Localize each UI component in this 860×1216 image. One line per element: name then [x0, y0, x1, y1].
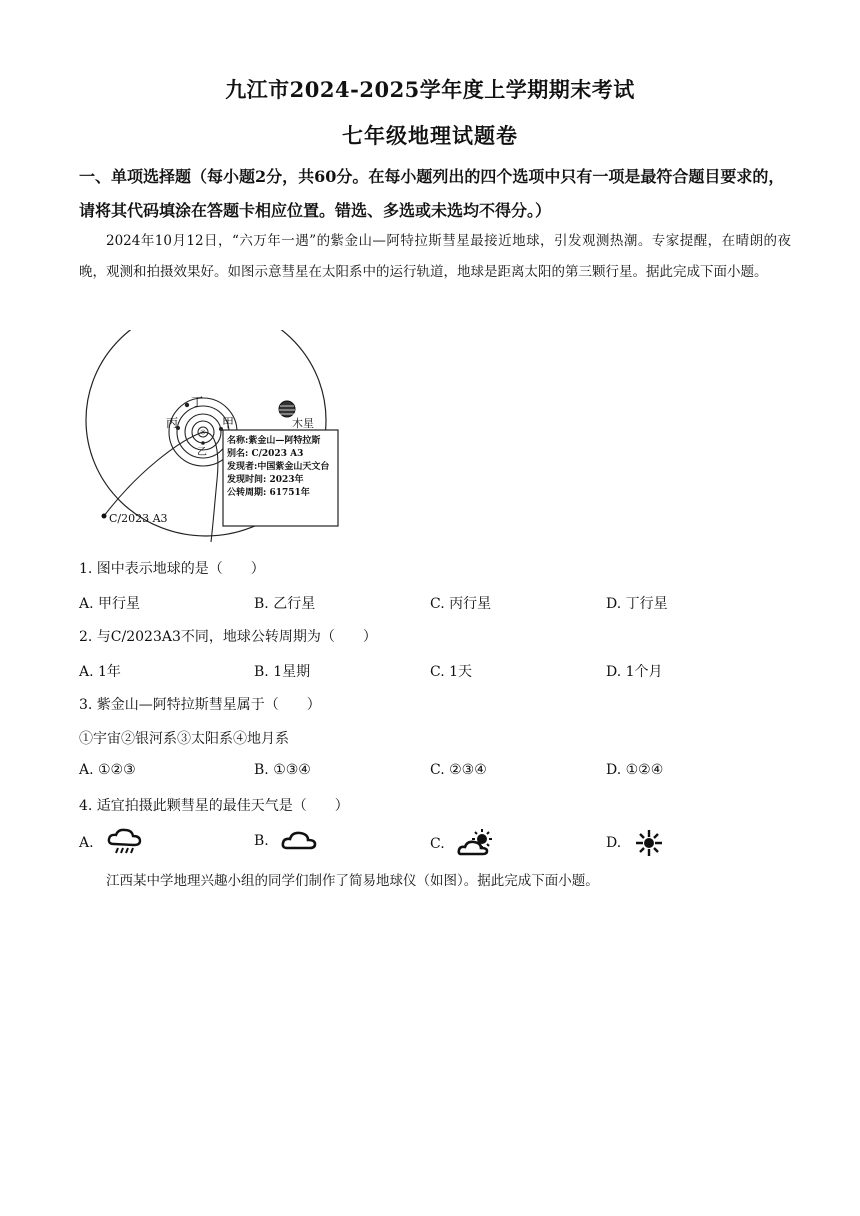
q4-option-d-label: D.: [606, 835, 622, 851]
info-line-5: 公转周期: 61751年: [227, 488, 310, 498]
q4-option-c[interactable]: [430, 828, 497, 860]
info-line-4: 发现时间: 2023年: [227, 475, 304, 485]
info-line-1: 名称:紫金山—阿特拉斯: [227, 436, 321, 446]
svg-text:✳: ✳: [199, 428, 207, 437]
q4-option-b-label: B.: [254, 833, 269, 849]
q2-option-b[interactable]: B. 1星期: [254, 664, 311, 680]
label-jupiter: 木星: [292, 417, 314, 430]
planet-yi: [201, 441, 205, 445]
label-ding: 丁: [191, 395, 204, 409]
question-2: 2. 与C/2023A3不同，地球公转周期为（ ）: [79, 629, 377, 645]
comet-orbit-diagram: [79, 330, 379, 545]
label-comet: C/2023 A3: [109, 512, 168, 525]
q4-option-b[interactable]: [254, 828, 319, 854]
planet-ding: [185, 403, 189, 407]
intro-paragraph-1: 2024年10月12日，“六万年一遇”的紫金山—阿特拉斯彗星最接近地球，引发观测热潮。专家提醒，在晴朗的夜晚，观测和拍摄效果好。如图示意彗星在太阳系中的运行轨道，地球是距离太阳的第三颗行星。据此完成下面小题。: [79, 233, 791, 280]
exam-title: 九江市2024-2025学年度上学期期末考试: [225, 77, 635, 102]
q1-option-d[interactable]: D. 丁行星: [606, 596, 668, 612]
info-line-3: 发现者:中国紫金山天文台: [227, 462, 330, 472]
question-1: 1. 图中表示地球的是（ ）: [79, 561, 265, 577]
q4-option-d[interactable]: [606, 828, 664, 858]
intro-paragraph-2: 江西某中学地理兴趣小组的同学们制作了简易地球仪（如图）。据此完成下面小题。: [106, 873, 599, 889]
q2-option-c[interactable]: C. 1天: [430, 664, 473, 680]
jupiter-icon: [279, 401, 295, 417]
q1-option-c[interactable]: C. 丙行星: [430, 596, 492, 612]
question-3-statements: ①宇宙②银河系③太阳系④地月系: [79, 731, 289, 747]
q3-option-a[interactable]: A. ①②③: [79, 762, 136, 778]
q2-option-a[interactable]: A. 1年: [79, 664, 121, 680]
label-jia: 甲: [222, 416, 235, 430]
q1-option-b[interactable]: B. 乙行星: [254, 596, 316, 612]
question-3: 3. 紫金山—阿特拉斯彗星属于（ ）: [79, 697, 321, 713]
q2-option-d[interactable]: D. 1个月: [606, 664, 663, 680]
sun-behind-cloud-icon: [457, 828, 497, 860]
q4-option-c-label: C.: [430, 836, 445, 852]
q1-option-a[interactable]: A. 甲行星: [79, 596, 141, 612]
q4-option-a-label: A.: [79, 835, 94, 851]
rain-cloud-icon: [106, 828, 144, 858]
section-heading: 一、单项选择题（每小题2分，共60分。在每小题列出的四个选项中只有一项是最符合题目要求的，请将其代码填涂在答题卡相应位置。错选、多选或未选均不得分。）: [79, 167, 785, 220]
info-line-2: 别名: C/2023 A3: [227, 449, 304, 459]
exam-subtitle: 七年级地理试题卷: [342, 123, 518, 148]
label-yi: 乙: [197, 447, 207, 458]
label-bing: 丙: [166, 416, 179, 430]
question-4: 4. 适宜拍摄此颗彗星的最佳天气是（ ）: [79, 798, 349, 814]
q4-option-a[interactable]: [79, 828, 144, 858]
comet-dot: [102, 514, 107, 519]
q3-option-d[interactable]: D. ①②④: [606, 762, 664, 778]
q3-option-c[interactable]: C. ②③④: [430, 762, 487, 778]
cloud-icon: [281, 828, 319, 854]
q3-option-b[interactable]: B. ①③④: [254, 762, 311, 778]
sun-icon: [634, 828, 664, 858]
